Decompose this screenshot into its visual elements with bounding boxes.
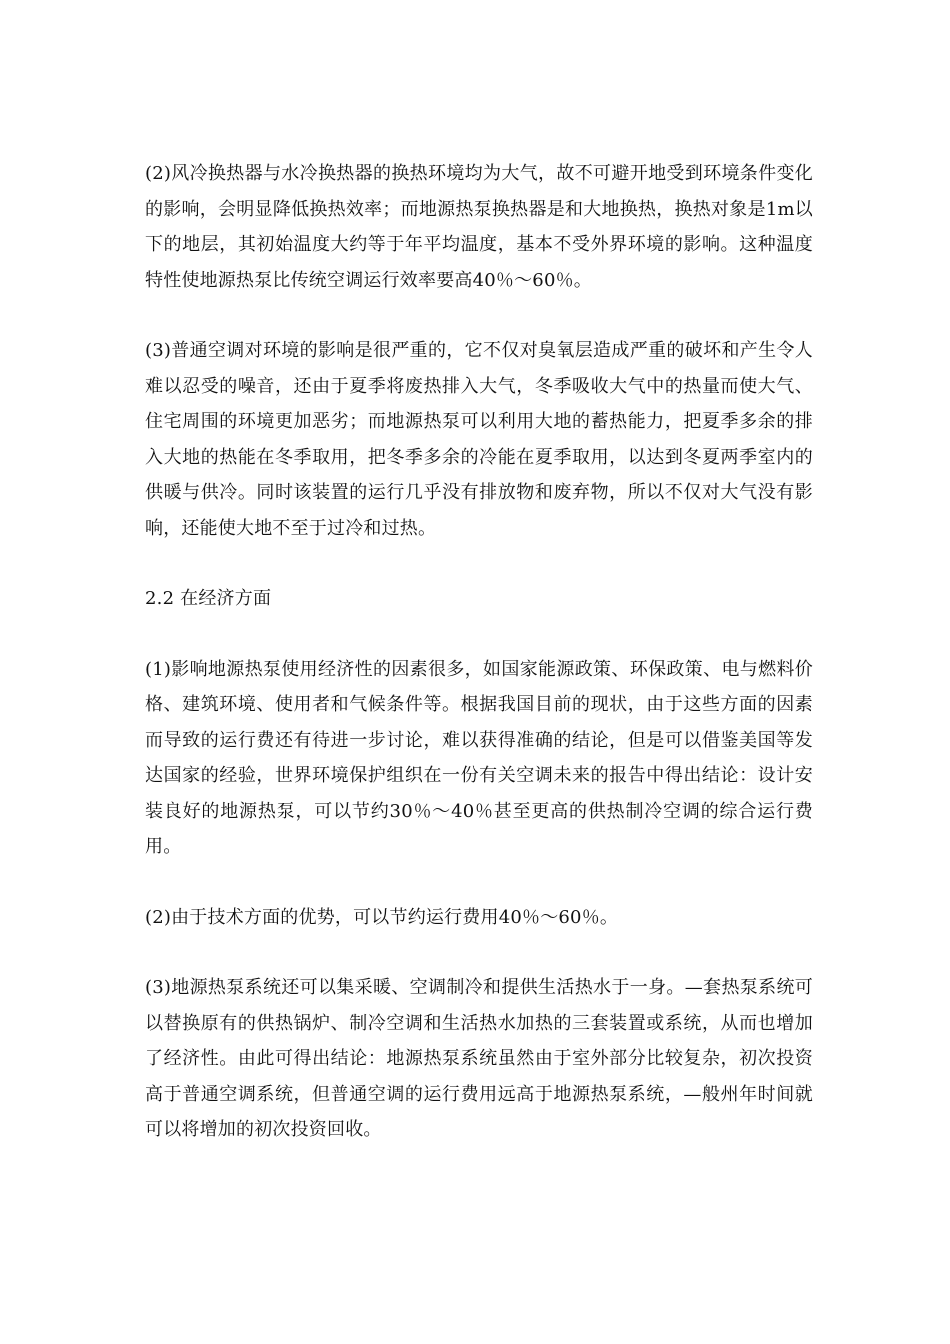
- section-heading-economics: 2.2 在经济方面: [145, 588, 272, 609]
- paragraph-operating-cost-savings: (2)由于技术方面的优势，可以节约运行费用40％～60％。: [145, 906, 619, 928]
- paragraph-ground-source-efficiency: (2)风冷换热器与水冷换热器的换热环境均为大气，故不可避开地受到环境条件变化的影响，会明显降低换热效率；而地源热泵换热器是和大地换热，换热对象是1m以下的地层，其初始温度大约等于年平均温度，基本不受外界环境的影响。这种温度特性使地源热泵比传统空调运行效率要高40％～60％。: [145, 163, 813, 291]
- paragraph-environmental-impact: (3)普通空调对环境的影响是很严重的，它不仅对臭氧层造成严重的破坏和产生令人难以忍受的噪音，还由于夏季将废热排入大气，冬季吸收大气中的热量而使大气、住宅周围的环境更加恶劣；而地源热泵可以利用大地的蓄热能力，把夏季多余的排入大地的热能在冬季取用，把冬季多余的冷能在夏季取用，以达到冬夏两季室内的供暖与供冷。同时该装置的运行几乎没有排放物和废弃物，所以不仅对大气没有影响，还能使大地不至于过冷和过热。: [145, 340, 813, 539]
- paragraph-economic-factors: (1)影响地源热泵使用经济性的因素很多，如国家能源政策、环保政策、电与燃料价格、建筑环境、使用者和气候条件等。根据我国目前的现状，由于这些方面的因素而导致的运行费还有待进一步讨论，难以获得准确的结论，但是可以借鉴美国等发达国家的经验，世界环境保护组织在一份有关空调未来的报告中得出结论：设计安装良好的地源热泵，可以节约30％～40％甚至更高的供热制冷空调的综合运行费用。: [145, 658, 813, 857]
- paragraph-integrated-system: (3)地源热泵系统还可以集采暖、空调制冷和提供生活热水于一身。—套热泵系统可以替换原有的供热锅炉、制冷空调和生活热水加热的三套装置或系统，从而也增加了经济性。由此可得出结论：地源热泵系统虽然由于室外部分比较复杂，初次投资高于普通空调系统，但普通空调的运行费用远高于地源热泵系统，—般州年时间就可以将增加的初次投资回收。: [145, 977, 813, 1140]
- document-body: [145, 156, 813, 1183]
